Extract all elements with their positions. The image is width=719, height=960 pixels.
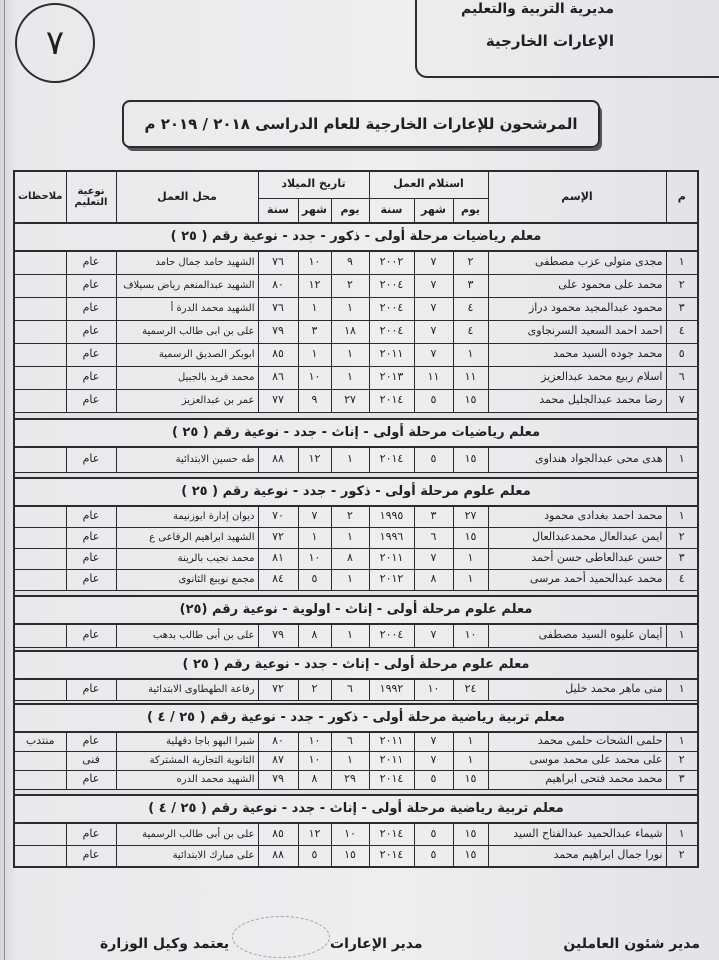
header-start-year: سنة	[369, 198, 414, 223]
education-type: عام	[66, 274, 116, 297]
table-row	[14, 732, 698, 751]
education-type: عام	[66, 823, 116, 845]
start-work-year: ٢٠١١	[369, 751, 414, 770]
section-separator	[14, 412, 698, 419]
candidate-name: محمد جوده السيد محمد	[488, 343, 666, 366]
start-work-year: ٢٠٠٢	[369, 251, 414, 274]
start-work-day: ١٥	[453, 447, 488, 472]
row-number: ٣	[666, 297, 698, 320]
header-name: الإسم	[488, 171, 666, 223]
education-type: عام	[66, 389, 116, 412]
workplace: الشهيد عبدالمنعم رياض بسيلاف	[116, 274, 258, 297]
workplace: على بن أبى طالب الرسمية	[116, 823, 258, 845]
candidate-name: حسن عبدالعاطى حسن أحمد	[488, 548, 666, 569]
education-type: عام	[66, 251, 116, 274]
birth-year: ٧٩	[258, 770, 298, 789]
birth-day: ٨	[331, 548, 369, 569]
birth-day: ١	[331, 569, 369, 590]
start-work-month: ٧	[414, 548, 453, 569]
table-row	[14, 251, 698, 274]
table-row	[14, 389, 698, 412]
start-work-month: ٧	[414, 343, 453, 366]
start-work-year: ٢٠٠٤	[369, 320, 414, 343]
birth-year: ٨٥	[258, 823, 298, 845]
candidate-name: محمد عبدالحميد أحمد مرسى	[488, 569, 666, 590]
birth-year: ٧٦	[258, 297, 298, 320]
start-work-month: ٣	[414, 506, 453, 527]
row-number: ١	[666, 679, 698, 700]
start-work-month: ٧	[414, 624, 453, 647]
table-row	[14, 527, 698, 548]
notes: منتدب	[14, 732, 66, 751]
education-type: عام	[66, 343, 116, 366]
birth-year: ٧٠	[258, 506, 298, 527]
birth-year: ٨٨	[258, 845, 298, 867]
education-type: عام	[66, 679, 116, 700]
notes	[14, 845, 66, 867]
birth-month: ١	[298, 297, 331, 320]
start-work-month: ٧	[414, 274, 453, 297]
table-section	[14, 647, 698, 700]
workplace: ابوبكر الصديق الرسمية	[116, 343, 258, 366]
birth-day: ٩	[331, 251, 369, 274]
section-heading-row	[14, 223, 698, 251]
birth-day: ١	[331, 751, 369, 770]
header-notes: ملاحظات	[14, 171, 66, 223]
candidate-name: محمد احمد بغدادى محمود	[488, 506, 666, 527]
table-section	[14, 789, 698, 867]
section-heading: معلم علوم مرحلة أولى - إناث - جدد - نوعية رقم ( ٢٥ )	[14, 651, 698, 679]
page-number-circle	[15, 3, 95, 83]
table-section	[14, 472, 698, 590]
start-work-day: ١٥	[453, 823, 488, 845]
workplace: الثانوية التجارية المشتركة	[116, 751, 258, 770]
workplace: الشهيد محمد الدرة أ	[116, 297, 258, 320]
start-work-month: ٧	[414, 251, 453, 274]
start-work-day: ١	[453, 569, 488, 590]
education-type: عام	[66, 366, 116, 389]
start-work-year: ٢٠١٣	[369, 366, 414, 389]
start-work-month: ٥	[414, 823, 453, 845]
start-work-year: ١٩٩٦	[369, 527, 414, 548]
start-work-year: ٢٠١١	[369, 548, 414, 569]
birth-day: ٦	[331, 679, 369, 700]
workplace: على بن أبى طالب بدهب	[116, 624, 258, 647]
row-number: ٤	[666, 320, 698, 343]
birth-day: ١	[331, 343, 369, 366]
birth-day: ١	[331, 447, 369, 472]
start-work-year: ٢٠١١	[369, 732, 414, 751]
start-work-day: ٢٧	[453, 506, 488, 527]
candidate-name: رضا محمد عبدالجليل محمد	[488, 389, 666, 412]
row-number: ١	[666, 447, 698, 472]
section-heading-row	[14, 704, 698, 732]
start-work-year: ٢٠٠٤	[369, 624, 414, 647]
start-work-day: ١٥	[453, 770, 488, 789]
row-number: ٤	[666, 569, 698, 590]
notes	[14, 343, 66, 366]
birth-month: ١٠	[298, 751, 331, 770]
birth-month: ٧	[298, 506, 331, 527]
candidate-name: ايمن عبدالعال محمدعبدالعال	[488, 527, 666, 548]
workplace: مجمع نويبع الثانوى	[116, 569, 258, 590]
birth-month: ١٠	[298, 251, 331, 274]
row-number: ٢	[666, 845, 698, 867]
start-work-month: ١١	[414, 366, 453, 389]
row-number: ١	[666, 823, 698, 845]
start-work-day: ١٥	[453, 845, 488, 867]
table-row	[14, 343, 698, 366]
row-number: ٥	[666, 343, 698, 366]
education-type: عام	[66, 447, 116, 472]
start-work-year: ١٩٩٢	[369, 679, 414, 700]
header-start-work: استلام العمل	[369, 171, 488, 198]
start-work-month: ٥	[414, 389, 453, 412]
birth-month: ١٢	[298, 823, 331, 845]
header-birth-year: سنة	[258, 198, 298, 223]
notes	[14, 389, 66, 412]
row-number: ٣	[666, 548, 698, 569]
birth-month: ٣	[298, 320, 331, 343]
workplace: رفاعة الطهطاوى الابتدائية	[116, 679, 258, 700]
section-heading: معلم علوم مرحلة أولى - إناث - اولوية - نوعية رقم (٢٥)	[14, 596, 698, 624]
header-serial: م	[666, 171, 698, 223]
table-section	[14, 590, 698, 647]
education-type: فنى	[66, 751, 116, 770]
section-heading: معلم تربية رياضية مرحلة أولى - ذكور - جدد - نوعية رقم ( ٢٥ / ٤ )	[14, 704, 698, 732]
candidate-name: أيمان عليوه السيد مصطفى	[488, 624, 666, 647]
notes	[14, 447, 66, 472]
table-row	[14, 274, 698, 297]
start-work-day: ٣	[453, 274, 488, 297]
birth-year: ٧٢	[258, 527, 298, 548]
birth-day: ١٥	[331, 845, 369, 867]
birth-day: ٢٧	[331, 389, 369, 412]
notes	[14, 624, 66, 647]
start-work-month: ٦	[414, 527, 453, 548]
start-work-month: ٥	[414, 845, 453, 867]
start-work-month: ٧	[414, 732, 453, 751]
table-row	[14, 624, 698, 647]
page-title: المرشحون للإعارات الخارجية للعام الدراسى ٢٠١٨ / ٢٠١٩ م	[144, 115, 578, 133]
notes	[14, 569, 66, 590]
start-work-day: ٤	[453, 320, 488, 343]
workplace: شبرا البهو باجا دقهلية	[116, 732, 258, 751]
workplace: على مبارك الابتدائية	[116, 845, 258, 867]
birth-day: ١	[331, 297, 369, 320]
table-section	[14, 223, 698, 412]
header-education-type	[66, 171, 116, 223]
birth-year: ٧٧	[258, 389, 298, 412]
department-name: الإعارات الخارجية	[485, 32, 614, 50]
workplace: عمر بن عبدالعزيز	[116, 389, 258, 412]
workplace: محمد نجيب بالرينة	[116, 548, 258, 569]
section-heading-row	[14, 651, 698, 679]
workplace: الشهيد ابراهيم الرفاعى ع	[116, 527, 258, 548]
birth-year: ٨٥	[258, 343, 298, 366]
row-number: ٦	[666, 366, 698, 389]
start-work-month: ٨	[414, 569, 453, 590]
section-heading: معلم رياضيات مرحلة أولى - إناث - جدد - نوعية رقم ( ٢٥ )	[14, 419, 698, 447]
start-work-day: ١١	[453, 366, 488, 389]
candidate-name: محمد محمد فتحى ابراهيم	[488, 770, 666, 789]
notes	[14, 770, 66, 789]
start-work-day: ٢٤	[453, 679, 488, 700]
start-work-day: ١٠	[453, 624, 488, 647]
workplace: الشهيد محمد الدره	[116, 770, 258, 789]
start-work-year: ١٩٩٥	[369, 506, 414, 527]
row-number: ١	[666, 732, 698, 751]
table-row	[14, 823, 698, 845]
header-workplace: محل العمل	[116, 171, 258, 223]
table-header	[14, 171, 698, 223]
birth-month: ١٢	[298, 447, 331, 472]
table-row	[14, 679, 698, 700]
education-type: عام	[66, 297, 116, 320]
start-work-day: ٢	[453, 251, 488, 274]
birth-year: ٧٢	[258, 679, 298, 700]
birth-day: ٢٩	[331, 770, 369, 789]
notes	[14, 297, 66, 320]
table-row	[14, 569, 698, 590]
page-edge	[4, 0, 5, 960]
education-type: عام	[66, 320, 116, 343]
signature-undersecretary: يعتمد وكيل الوزارة	[100, 936, 230, 952]
birth-month: ٢	[298, 679, 331, 700]
table-row	[14, 297, 698, 320]
row-number: ٢	[666, 751, 698, 770]
candidate-name: محمد على محمود على	[488, 274, 666, 297]
birth-day: ٢	[331, 274, 369, 297]
section-heading-row	[14, 596, 698, 624]
signature-secondment-manager: مدير الإعارات	[330, 936, 423, 952]
start-work-month: ٧	[414, 297, 453, 320]
workplace: ديوان إدارة ابوزنيمة	[116, 506, 258, 527]
start-work-day: ١	[453, 732, 488, 751]
start-work-year: ٢٠١٤	[369, 389, 414, 412]
birth-year: ٨٨	[258, 447, 298, 472]
workplace: على بن ابى طالب الرسمية	[116, 320, 258, 343]
candidate-name: مجدى متولى عزب مصطفى	[488, 251, 666, 274]
birth-month: ٨	[298, 770, 331, 789]
start-work-year: ٢٠١٤	[369, 447, 414, 472]
workplace: الشهيد حامد جمال حامد	[116, 251, 258, 274]
start-work-month: ٥	[414, 770, 453, 789]
birth-month: ١٠	[298, 732, 331, 751]
start-work-month: ٧	[414, 751, 453, 770]
header-birth-date: تاريخ الميلاد	[258, 171, 369, 198]
section-heading-row	[14, 478, 698, 506]
header-education-type-line1: نوعية	[77, 185, 105, 197]
birth-year: ٨٠	[258, 732, 298, 751]
start-work-day: ١	[453, 343, 488, 366]
candidate-name: احمد احمد السعيد السرنجاوى	[488, 320, 666, 343]
header-start-month: شهر	[414, 198, 453, 223]
table-row	[14, 366, 698, 389]
start-work-year: ٢٠١١	[369, 343, 414, 366]
section-heading: معلم تربية رياضية مرحلة أولى - إناث - جدد - نوعية رقم ( ٢٥ / ٤ )	[14, 795, 698, 823]
notes	[14, 274, 66, 297]
start-work-year: ٢٠٠٤	[369, 297, 414, 320]
notes	[14, 366, 66, 389]
notes	[14, 823, 66, 845]
start-work-year: ٢٠١٤	[369, 845, 414, 867]
notes	[14, 679, 66, 700]
start-work-year: ٢٠١٢	[369, 569, 414, 590]
notes	[14, 548, 66, 569]
start-work-month: ١٠	[414, 679, 453, 700]
notes	[14, 251, 66, 274]
notes	[14, 506, 66, 527]
table-row	[14, 320, 698, 343]
notes	[14, 751, 66, 770]
section-heading: معلم رياضيات مرحلة أولى - ذكور - جدد - نوعية رقم ( ٢٥ )	[14, 223, 698, 251]
candidate-name: هدى محى عبدالجواد هنداوى	[488, 447, 666, 472]
signature-personnel-manager: مدير شئون العاملين	[563, 936, 700, 952]
birth-month: ١	[298, 527, 331, 548]
birth-year: ٧٩	[258, 320, 298, 343]
education-type: عام	[66, 732, 116, 751]
table-row	[14, 447, 698, 472]
section-heading-row	[14, 795, 698, 823]
education-type: عام	[66, 527, 116, 548]
start-work-day: ١	[453, 751, 488, 770]
candidate-name: نورا جمال ابراهيم محمد	[488, 845, 666, 867]
birth-year: ٨٤	[258, 569, 298, 590]
header-birth-month: شهر	[298, 198, 331, 223]
birth-year: ٧٩	[258, 624, 298, 647]
start-work-year: ٢٠٠٤	[369, 274, 414, 297]
stamp	[232, 916, 330, 958]
education-type: عام	[66, 548, 116, 569]
row-number: ١	[666, 251, 698, 274]
birth-month: ٩	[298, 389, 331, 412]
section-heading: معلم علوم مرحلة أولى - ذكور - جدد - نوعية رقم ( ٢٥ )	[14, 478, 698, 506]
notes	[14, 320, 66, 343]
row-number: ٣	[666, 770, 698, 789]
candidates-table	[13, 170, 699, 868]
start-work-day: ١٥	[453, 527, 488, 548]
page-number: ٧	[45, 23, 65, 63]
start-work-day: ٤	[453, 297, 488, 320]
header-start-day: يوم	[453, 198, 488, 223]
notes	[14, 527, 66, 548]
title-box	[122, 100, 600, 148]
candidate-name: حلمى الشحات حلمى محمد	[488, 732, 666, 751]
section-separator-cell	[14, 412, 698, 419]
row-number: ١	[666, 506, 698, 527]
letterhead-box	[415, 0, 719, 78]
table-row	[14, 770, 698, 789]
birth-day: ٢	[331, 506, 369, 527]
start-work-day: ١٥	[453, 389, 488, 412]
section-heading-row	[14, 419, 698, 447]
table-section	[14, 700, 698, 789]
birth-year: ٨٦	[258, 366, 298, 389]
directorate-name: مديرية التربية والتعليم	[461, 1, 614, 17]
birth-day: ٦	[331, 732, 369, 751]
birth-month: ٥	[298, 569, 331, 590]
table-row	[14, 845, 698, 867]
start-work-month: ٥	[414, 447, 453, 472]
birth-day: ١٨	[331, 320, 369, 343]
start-work-month: ٧	[414, 320, 453, 343]
birth-month: ١	[298, 343, 331, 366]
education-type: عام	[66, 506, 116, 527]
birth-day: ١٠	[331, 823, 369, 845]
candidate-name: محمود عبدالمجيد محمود دراز	[488, 297, 666, 320]
candidate-name: شيماء عبدالحميد عبدالفتاح السيد	[488, 823, 666, 845]
birth-month: ١٠	[298, 548, 331, 569]
workplace: طه حسين الابتدائية	[116, 447, 258, 472]
birth-month: ١٢	[298, 274, 331, 297]
education-type: عام	[66, 770, 116, 789]
birth-month: ١٠	[298, 366, 331, 389]
education-type: عام	[66, 624, 116, 647]
row-number: ٢	[666, 274, 698, 297]
birth-year: ٨٧	[258, 751, 298, 770]
header-birth-day: يوم	[331, 198, 369, 223]
header-education-type-line2: التعليم	[74, 197, 108, 208]
row-number: ٧	[666, 389, 698, 412]
education-type: عام	[66, 845, 116, 867]
birth-day: ١	[331, 366, 369, 389]
birth-day: ١	[331, 527, 369, 548]
candidate-name: اسلام ربيع محمد عبدالعزيز	[488, 366, 666, 389]
row-number: ١	[666, 624, 698, 647]
candidate-name: على محمد على محمد موسى	[488, 751, 666, 770]
birth-month: ٥	[298, 845, 331, 867]
start-work-year: ٢٠١٤	[369, 823, 414, 845]
birth-year: ٨١	[258, 548, 298, 569]
birth-month: ٨	[298, 624, 331, 647]
table-row	[14, 751, 698, 770]
birth-year: ٧٦	[258, 251, 298, 274]
birth-day: ١	[331, 624, 369, 647]
education-type: عام	[66, 569, 116, 590]
table-row	[14, 548, 698, 569]
start-work-year: ٢٠١٤	[369, 770, 414, 789]
table-row	[14, 506, 698, 527]
candidate-name: منى ماهر محمد خليل	[488, 679, 666, 700]
row-number: ٢	[666, 527, 698, 548]
table-section	[14, 412, 698, 472]
workplace: محمد فريد بالجبيل	[116, 366, 258, 389]
birth-year: ٨٠	[258, 274, 298, 297]
start-work-day: ١	[453, 548, 488, 569]
header-row-main	[14, 171, 698, 198]
